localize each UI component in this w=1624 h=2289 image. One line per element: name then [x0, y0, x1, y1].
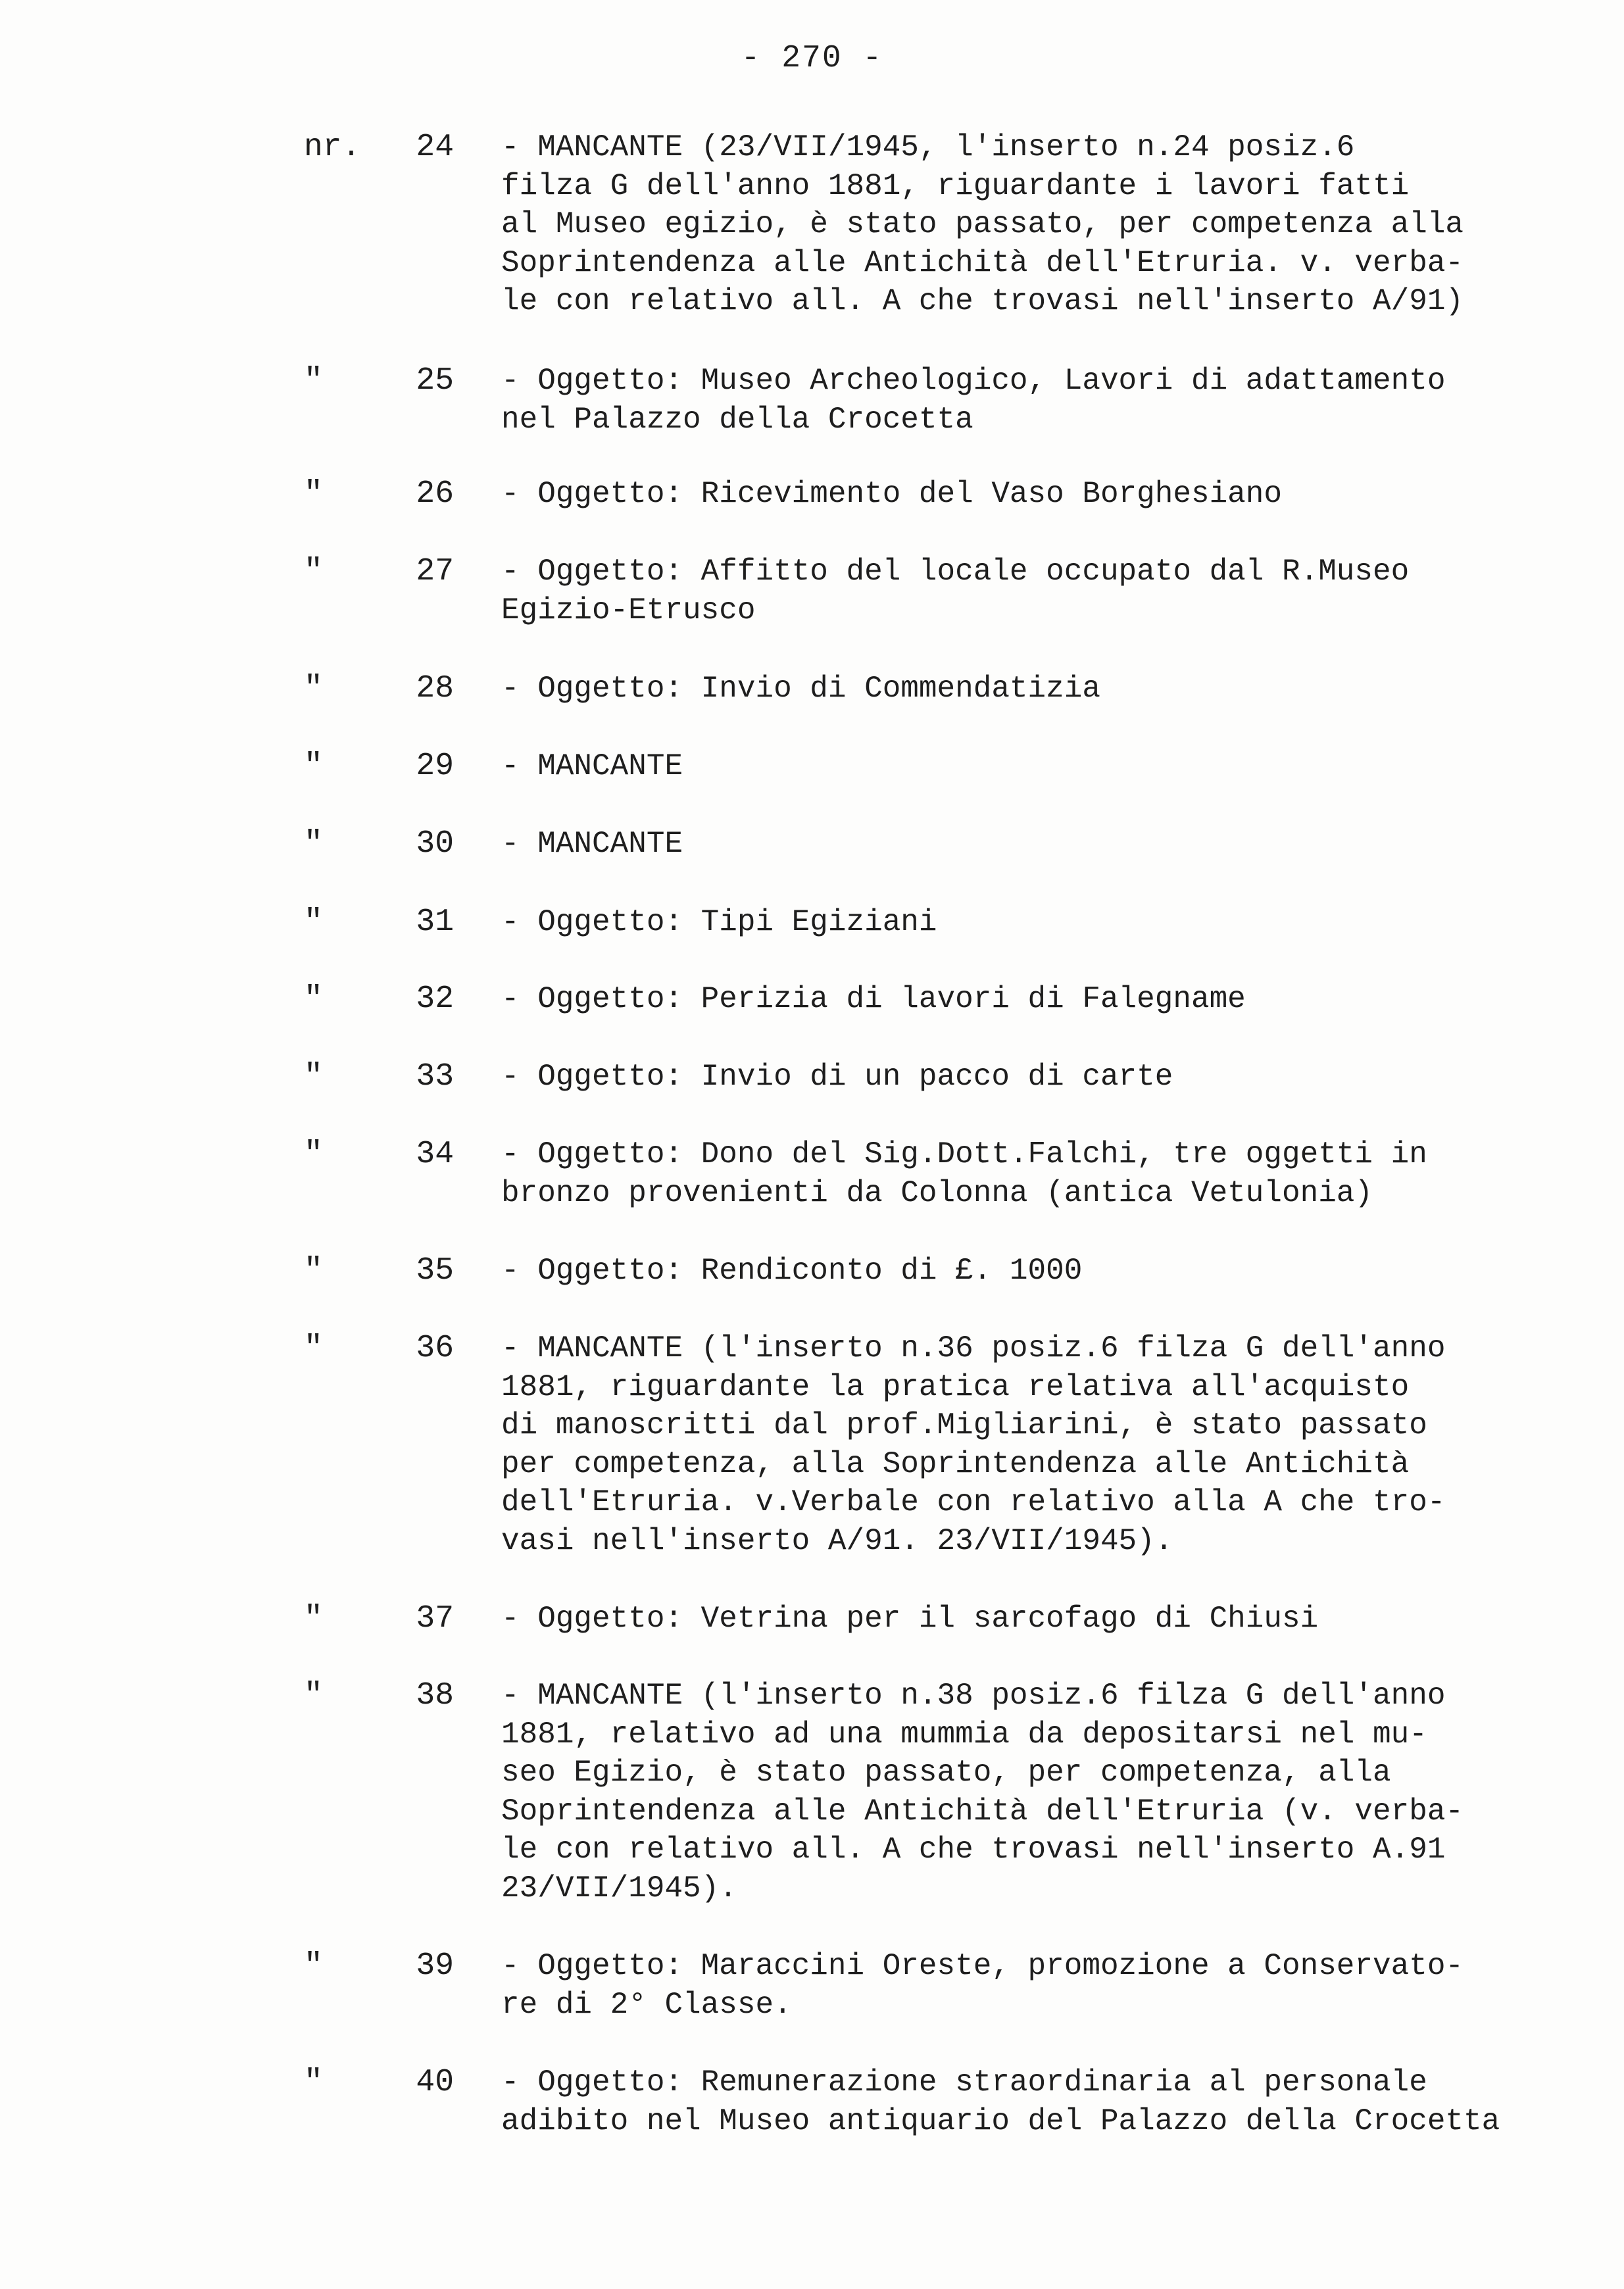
- entry-prefix: ": [304, 1678, 323, 1713]
- entry-number: 29: [416, 749, 454, 784]
- entry-line: 1881, riguardante la pratica relativa all'acquisto: [501, 1369, 1410, 1404]
- entry-line: - Oggetto: Maraccini Oreste, promozione a Conservato-: [501, 1949, 1464, 1983]
- entry-prefix: ": [304, 1948, 323, 1984]
- entry-prefix: ": [304, 1601, 323, 1637]
- entry-prefix: nr.: [304, 130, 361, 165]
- entry-line: - Oggetto: Invio di un pacco di carte: [501, 1060, 1173, 1094]
- entry-description: [501, 903, 1593, 942]
- entry-number: 32: [416, 981, 454, 1017]
- entry-line: - Oggetto: Rendiconto di £. 1000: [501, 1254, 1083, 1288]
- entry-number: 37: [416, 1601, 454, 1637]
- entry-line: dell'Etruria. v.Verbale con relativo alla A che tro-: [501, 1485, 1446, 1519]
- entry-description: [501, 2063, 1593, 2140]
- entry-description: [501, 1252, 1593, 1291]
- entry-line: - Oggetto: Dono del Sig.Dott.Falchi, tre oggetti in: [501, 1137, 1427, 1171]
- entry-line: 1881, relativo ad una mummia da depositarsi nel mu-: [501, 1717, 1427, 1752]
- entry-line: Soprintendenza alle Antichità dell'Etruria (v. verba-: [501, 1794, 1464, 1829]
- entry-line: filza G dell'anno 1881, riguardante i lavori fatti: [501, 168, 1410, 203]
- entry-line: per competenza, alla Soprintendenza alle Antichità: [501, 1446, 1410, 1481]
- entry-line: - Oggetto: Perizia di lavori di Falegname: [501, 982, 1246, 1016]
- entry-description: [501, 553, 1593, 629]
- entry-prefix: ": [304, 981, 323, 1017]
- entry-line: le con relativo all. A che trovasi nell'inserto A/91): [501, 284, 1464, 318]
- entry-line: nel Palazzo della Crocetta: [501, 402, 973, 437]
- entry-description: [501, 1329, 1593, 1560]
- entry-line: re di 2° Classe.: [501, 1987, 792, 2022]
- entry-number: 40: [416, 2065, 454, 2100]
- entry-line: - MANCANTE: [501, 749, 683, 783]
- entry-line: 23/VII/1945).: [501, 1871, 737, 1906]
- entry-prefix: ": [304, 1253, 323, 1289]
- entry-line: bronzo provenienti da Colonna (antica Vetulonia): [501, 1175, 1373, 1210]
- entry-line: - Oggetto: Invio di Commendatizia: [501, 672, 1100, 706]
- entry-description: [501, 475, 1593, 514]
- entry-line: - MANCANTE: [501, 827, 683, 861]
- entry-line: - Oggetto: Ricevimento del Vaso Borghesiano: [501, 477, 1282, 511]
- entry-number: 39: [416, 1948, 454, 1984]
- entry-line: - MANCANTE (l'inserto n.36 posiz.6 filza G dell'anno: [501, 1331, 1446, 1366]
- entry-line: - Oggetto: Museo Archeologico, Lavori di adattamento: [501, 364, 1446, 398]
- entry-number: 35: [416, 1253, 454, 1289]
- entry-line: al Museo egizio, è stato passato, per competenza alla: [501, 207, 1464, 241]
- entry-description: [501, 670, 1593, 708]
- entry-prefix: ": [304, 2065, 323, 2100]
- entry-number: 26: [416, 476, 454, 512]
- entry-prefix: ": [304, 554, 323, 589]
- entry-description: [501, 1135, 1593, 1212]
- entry-number: 31: [416, 904, 454, 940]
- entry-line: Egizio-Etrusco: [501, 593, 756, 628]
- entry-number: 34: [416, 1137, 454, 1172]
- entry-number: 38: [416, 1678, 454, 1713]
- entry-line: - Oggetto: Remunerazione straordinaria al personale: [501, 2065, 1427, 2100]
- entry-description: [501, 1600, 1593, 1638]
- entry-prefix: ": [304, 1137, 323, 1172]
- entry-description: [501, 825, 1593, 864]
- entry-description: [501, 980, 1593, 1019]
- entry-line: di manoscritti dal prof.Migliarini, è stato passato: [501, 1408, 1427, 1442]
- entry-prefix: ": [304, 826, 323, 862]
- entry-prefix: ": [304, 904, 323, 940]
- entry-number: 36: [416, 1331, 454, 1366]
- entry-description: [501, 1947, 1593, 2024]
- entry-line: - Oggetto: Vetrina per il sarcofago di Chiusi: [501, 1602, 1319, 1636]
- entry-line: - Oggetto: Tipi Egiziani: [501, 905, 937, 939]
- entry-number: 28: [416, 671, 454, 706]
- entry-number: 33: [416, 1059, 454, 1095]
- entry-description: [501, 1677, 1593, 1908]
- entry-description: [501, 747, 1593, 786]
- entry-description: [501, 1058, 1593, 1096]
- page-number: - 270 -: [741, 41, 883, 76]
- entry-line: vasi nell'inserto A/91. 23/VII/1945).: [501, 1523, 1173, 1558]
- entry-prefix: ": [304, 1059, 323, 1095]
- entry-line: Soprintendenza alle Antichità dell'Etruria. v. verba-: [501, 245, 1464, 280]
- entry-description: [501, 128, 1593, 321]
- entry-line: - MANCANTE (23/VII/1945, l'inserto n.24 posiz.6: [501, 130, 1355, 164]
- entry-prefix: ": [304, 749, 323, 784]
- entry-prefix: ": [304, 363, 323, 399]
- entry-number: 25: [416, 363, 454, 399]
- entry-number: 30: [416, 826, 454, 862]
- entry-prefix: ": [304, 671, 323, 706]
- entry-line: seo Egizio, è stato passato, per competenza, alla: [501, 1756, 1391, 1790]
- entry-number: 24: [416, 130, 454, 165]
- entry-prefix: ": [304, 1331, 323, 1366]
- entry-line: adibito nel Museo antiquario del Palazzo della Crocetta: [501, 2104, 1500, 2138]
- entry-number: 27: [416, 554, 454, 589]
- entry-description: [501, 362, 1593, 439]
- entry-line: le con relativo all. A che trovasi nell'inserto A.91: [501, 1833, 1446, 1867]
- entry-line: - MANCANTE (l'inserto n.38 posiz.6 filza G dell'anno: [501, 1679, 1446, 1713]
- entry-prefix: ": [304, 476, 323, 512]
- entry-line: - Oggetto: Affitto del locale occupato dal R.Museo: [501, 554, 1410, 589]
